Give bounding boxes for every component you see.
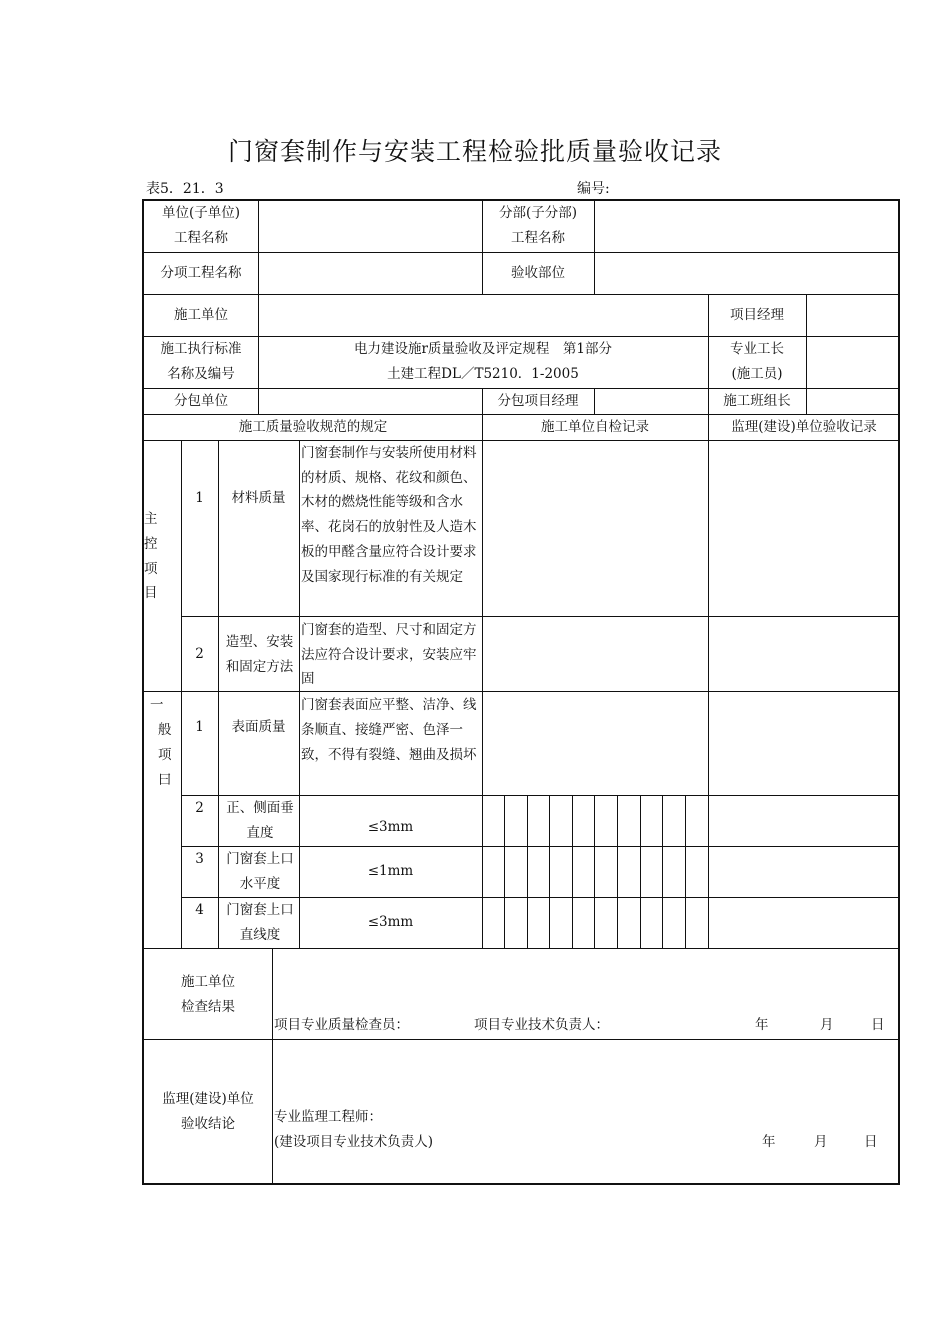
standard-value-line2: 土建工程DL／T5210．1-2005 xyxy=(387,366,579,382)
table-number: 表5．21．3 xyxy=(146,181,224,197)
general-item-2-tolerance: ≤3mm xyxy=(367,819,414,835)
qc-inspector-signature-label: 项目专业质量检查员： xyxy=(274,1017,409,1033)
construction-unit-label: 施工单位 xyxy=(174,307,228,323)
general-item-3-tolerance: ≤1mm xyxy=(367,863,414,879)
self-check-column-header: 施工单位自检记录 xyxy=(541,419,649,435)
general-item-3-number: 3 xyxy=(195,851,204,867)
foreman-label-line2: (施工员) xyxy=(731,366,783,382)
main-items-label-char3: 项 xyxy=(144,561,158,577)
supervision-column-header: 监理(建设)单位验收记录 xyxy=(731,419,877,435)
division-label-line2: 工程名称 xyxy=(511,230,565,246)
main-item-2-requirement: 门窗套的造型、尺寸和固定方法应符合设计要求，安装应牢固 xyxy=(301,622,477,687)
subitem-name-label: 分项工程名称 xyxy=(160,265,242,281)
supervision-conclusion-label-line2: 验收结论 xyxy=(181,1116,235,1132)
sub-project-manager-label: 分包项目经理 xyxy=(497,393,579,409)
general-item-1-requirement: 门窗套表面应平整、洁净、线条顺直、接缝严密、色泽一致，不得有裂缝、翘曲及损坏 xyxy=(301,697,477,763)
main-items-label-char1: 主 xyxy=(144,511,158,527)
spec-column-header: 施工质量验收规范的规定 xyxy=(238,419,388,435)
general-item-4-name: 门窗套上口直线度 xyxy=(226,902,294,943)
foreman-label-line1: 专业工长 xyxy=(730,341,784,357)
team-leader-label: 施工班组长 xyxy=(723,393,791,409)
construction-date-year: 年 xyxy=(755,1017,769,1033)
general-item-4-tolerance: ≤3mm xyxy=(367,914,414,930)
general-item-2-name: 正、侧面垂直度 xyxy=(226,800,294,841)
supervisor-engineer-label: 专业监理工程师： xyxy=(274,1109,382,1125)
document-title: 门窗套制作与安装工程检验批质量验收记录 xyxy=(227,137,722,166)
general-items-label-char4: 曰 xyxy=(158,772,172,788)
inspection-record-table xyxy=(142,199,900,1185)
subcontractor-label: 分包单位 xyxy=(174,393,228,409)
main-item-1-name: 材料质量 xyxy=(231,490,286,506)
supervision-date-month: 月 xyxy=(814,1134,828,1150)
owner-tech-lead-label: (建设项目专业技术负责人) xyxy=(274,1134,434,1150)
construction-date-month: 月 xyxy=(820,1017,834,1033)
general-items-label-char2: 般 xyxy=(158,722,172,738)
general-items-label-char1: 一 xyxy=(150,697,164,713)
main-item-1-requirement: 门窗套制作与安装所使用材料的材质、规格、花纹和颜色、木材的燃烧性能等级和含水率、花岗石的放射性及人造木板的甲醛含量应符合设计要求及国家现行标准的有关规定 xyxy=(301,445,477,585)
standard-label-line2: 名称及编号 xyxy=(167,366,235,382)
standard-value-line1: 电力建设施r质量验收及评定规程 第1部分 xyxy=(353,341,613,357)
tech-lead-signature-label: 项目专业技术负责人： xyxy=(474,1017,609,1033)
general-item-2-number: 2 xyxy=(195,800,204,816)
general-item-3-name: 门窗套上口水平度 xyxy=(226,851,294,892)
general-items-label-char3: 项 xyxy=(158,747,172,763)
main-item-2-name: 造型、安装和固定方法 xyxy=(225,634,294,675)
main-item-2-number: 2 xyxy=(195,646,204,662)
supervision-date-year: 年 xyxy=(762,1134,776,1150)
division-label-line1: 分部(子分部) xyxy=(498,205,578,221)
serial-number-label: 编号: xyxy=(577,181,610,197)
unit-name-label-line1: 单位(子单位) xyxy=(161,205,241,221)
supervision-date-day: 日 xyxy=(864,1134,878,1150)
project-manager-label: 项目经理 xyxy=(730,307,784,323)
main-item-1-number: 1 xyxy=(195,490,204,506)
construction-date-day: 日 xyxy=(871,1017,885,1033)
construction-result-label-line1: 施工单位 xyxy=(181,974,235,990)
main-items-label-char2: 控 xyxy=(144,536,158,552)
general-item-1-number: 1 xyxy=(195,719,204,735)
construction-result-label-line2: 检查结果 xyxy=(181,999,235,1015)
standard-label-line1: 施工执行标准 xyxy=(160,341,242,357)
general-item-1-name: 表面质量 xyxy=(231,719,286,735)
general-item-4-number: 4 xyxy=(195,902,204,918)
main-items-label-char4: 目 xyxy=(144,585,158,601)
acceptance-part-label: 验收部位 xyxy=(511,265,565,281)
unit-name-label-line2: 工程名称 xyxy=(174,230,228,246)
supervision-conclusion-label-line1: 监理(建设)单位 xyxy=(162,1091,254,1107)
